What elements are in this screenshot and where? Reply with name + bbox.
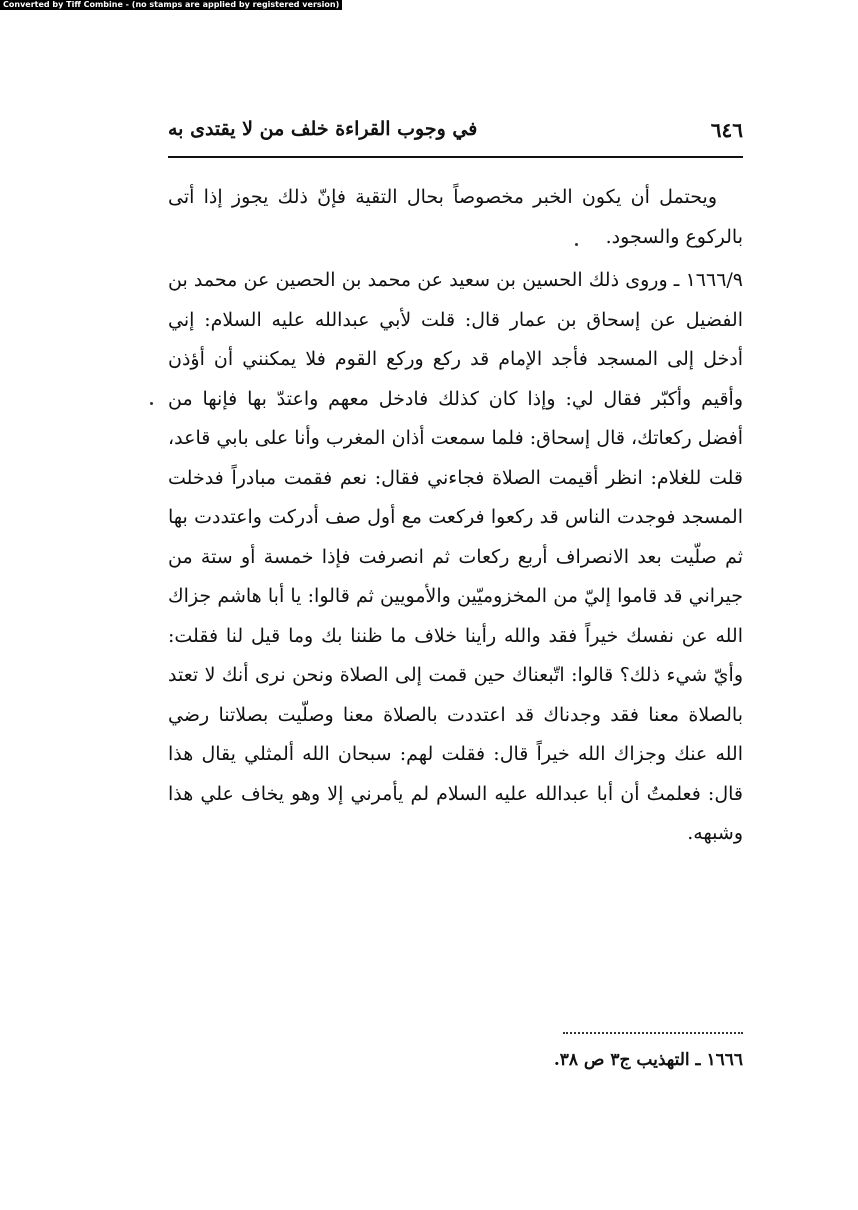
footnotes	[168, 1032, 743, 1072]
converter-banner: Converted by Tiff Combine - (no stamps are applied by registered version)	[0, 0, 342, 10]
body-text	[168, 178, 743, 854]
chapter-title: في وجوب القراءة خلف من لا يقتدى به	[168, 118, 478, 140]
paragraph-hadith: ١٦٦٦/٩ ـ وروى ذلك الحسين بن سعيد عن محمد بن الحصين عن محمد بن الفضيل عن إسحاق بن عمار قال: قلت لأبي عبدالله عليه السلام: إني أدخل إلى المسجد فأجد الإمام قد ركع وركع القوم فلا يمكنني أن أؤذن وأقيم وأكبّر فقال لي: وإذا كان كذلك فادخل معهم واعتدّ بها فإنها من أفضل ركعاتك، قال إسحاق: فلما سمعت أذان المغرب وأنا على بابي قاعد، قلت للغلام: انظر أقيمت الصلاة فجاءني فقال: نعم فقمت مبادراً فدخلت المسجد فوجدت الناس قد ركعوا فركعت مع أول صف أدركت واعتددت بها ثم صلّيت بعد الانصراف أربع ركعات ثم انصرفت فإذا خمسة أو ستة من جيراني قد قاموا إليّ من المخزوميّين والأمويين ثم قالوا: يا أبا هاشم جزاك الله عن نفسك خيراً فقد والله رأينا خلاف ما ظننا بك وما قيل لنا فقلت: وأيّ شيء ذلك؟ قالوا: اتّبعناك حين قمت إلى الصلاة ونحن نرى أنك لا تعتد بالصلاة معنا فقد وجدناك قد اعتددت بالصلاة معنا وصلّيت بصلاتنا رضي الله عنك وجزاك الله خيراً قال: فقلت لهم: سبحان الله ألمثلي يقال هذا قال: فعلمتُ أن أبا عبدالله عليه السلام لم يأمرني إلا وهو يخاف علي هذا وشبهه.	[168, 269, 744, 844]
scan-speck	[150, 402, 153, 405]
running-head	[168, 118, 743, 158]
page-number: ٦٤٦	[710, 118, 743, 142]
footnote-source: ١٦٦٦ ـ التهذيب ج٣ ص ٣٨.	[553, 1050, 743, 1070]
footnote-separator	[563, 1032, 743, 1034]
paragraph-commentary: ويحتمل أن يكون الخبر مخصوصاً بحال التقية فإنّ ذلك يجوز إذا أتى بالركوع والسجود.	[168, 186, 743, 248]
book-page	[168, 118, 743, 854]
scan-speck	[575, 243, 578, 246]
